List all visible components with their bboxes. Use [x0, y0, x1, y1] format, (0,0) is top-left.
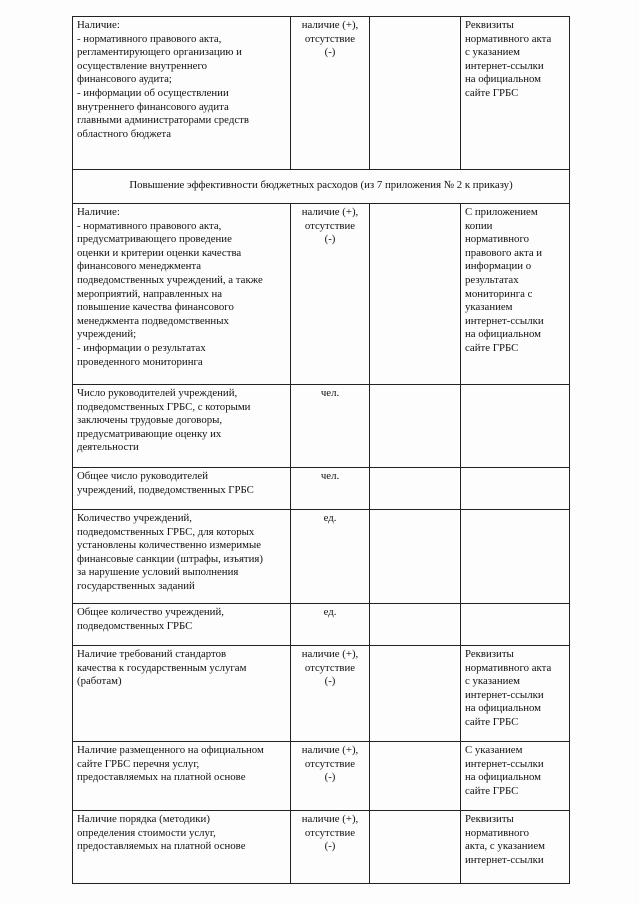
note-cell	[461, 604, 570, 646]
section-header-row	[73, 170, 570, 204]
unit-cell-line: наличие (+),	[301, 813, 359, 825]
indicator-cell-line: областного бюджета	[77, 127, 172, 140]
indicator-cell-line: установлены количественно измеримые	[77, 539, 262, 552]
indicator-cell-line: деятельности	[77, 441, 139, 454]
unit-cell-line: отсутствие	[304, 32, 356, 45]
indicator-cell-line: Общее количество учреждений,	[77, 606, 224, 618]
indicator-cell-line: Общее число руководителей	[77, 470, 208, 482]
indicator-cell-line: Наличие:	[77, 206, 120, 218]
table-row	[73, 646, 570, 742]
unit-cell-line: ед.	[323, 512, 337, 524]
unit-cell-line: (-)	[324, 46, 336, 59]
note-cell-line: интернет-ссылки	[465, 314, 544, 327]
table-row	[73, 604, 570, 646]
indicator-cell-line: осуществление внутреннего	[77, 59, 208, 72]
value-cell	[370, 385, 461, 468]
indicator-cell-line: предоставляемых на платной основе	[77, 840, 246, 853]
unit-cell	[291, 17, 370, 170]
note-cell-line: интернет-ссылки	[465, 853, 544, 866]
unit-cell-line: ед.	[323, 606, 337, 618]
unit-cell-line: наличие (+),	[301, 648, 359, 660]
table-row	[73, 811, 570, 884]
indicator-cell-line: предусматривающие оценку их	[77, 427, 222, 440]
note-cell-line: мониторинга с	[465, 287, 533, 300]
unit-cell-line: (-)	[324, 840, 336, 853]
unit-cell	[291, 646, 370, 742]
indicator-cell-line: повышение качества финансового	[77, 301, 234, 314]
note-cell-line: С приложением	[465, 206, 538, 218]
indicator-cell-line: Наличие требований стандартов	[77, 648, 227, 660]
note-cell	[461, 468, 570, 510]
unit-cell-line: (-)	[324, 675, 336, 688]
table-row	[73, 17, 570, 170]
indicator-cell-line: предусматривающего проведение	[77, 233, 232, 246]
indicator-cell	[73, 646, 291, 742]
note-cell-line: указанием	[465, 301, 513, 314]
unit-cell-line: наличие (+),	[301, 206, 359, 218]
indicator-cell-line: проведенного мониторинга	[77, 355, 203, 368]
unit-cell-line: (-)	[324, 233, 336, 246]
note-cell-line: сайте ГРБС	[465, 341, 519, 354]
indicator-cell-line: главными администраторами средств	[77, 114, 249, 127]
unit-cell-line: отсутствие	[304, 757, 356, 770]
indicators-table-body	[73, 17, 570, 884]
indicator-cell-line: Наличие размещенного на официальном	[77, 744, 264, 756]
note-cell-line: Реквизиты	[465, 813, 514, 825]
indicator-cell-line: - нормативного правового акта,	[77, 32, 222, 45]
note-cell	[461, 811, 570, 884]
note-cell-line: с указанием	[465, 46, 521, 59]
indicator-cell	[73, 385, 291, 468]
indicator-cell-line: регламентирующего организацию и	[77, 46, 242, 59]
indicator-cell-line: Наличие порядка (методики)	[77, 813, 210, 825]
unit-cell-line: отсутствие	[304, 661, 356, 674]
note-cell-line: сайте ГРБС	[465, 86, 519, 99]
value-cell	[370, 604, 461, 646]
unit-cell-line: (-)	[324, 771, 336, 784]
note-cell-line: Реквизиты	[465, 19, 514, 31]
unit-cell-line: отсутствие	[304, 219, 356, 232]
note-cell-line: Реквизиты	[465, 648, 514, 660]
note-cell-line: правового акта и	[465, 246, 543, 259]
note-cell-line: на официальном	[465, 702, 541, 715]
value-cell	[370, 17, 461, 170]
indicator-cell-line: заключены трудовые договоры,	[77, 414, 223, 427]
indicator-cell-line: Наличие:	[77, 19, 120, 31]
note-cell	[461, 17, 570, 170]
unit-cell-line: чел.	[320, 387, 340, 399]
note-cell-line: на официальном	[465, 771, 541, 784]
indicator-cell	[73, 204, 291, 385]
note-cell-line: интернет-ссылки	[465, 59, 544, 72]
table-row	[73, 204, 570, 385]
indicator-cell-line: менеджмента подведомственных	[77, 314, 229, 327]
indicator-cell-line: подведомственных учреждений, а также	[77, 273, 263, 286]
unit-cell-line: наличие (+),	[301, 744, 359, 756]
indicator-cell-line: Количество учреждений,	[77, 512, 193, 524]
indicator-cell-line: определения стоимости услуг,	[77, 826, 216, 839]
indicator-cell-line: предоставляемых на платной основе	[77, 771, 246, 784]
indicator-cell-line: за нарушение условий выполнения	[77, 566, 239, 579]
note-cell-line: копии	[465, 219, 493, 232]
table-row	[73, 742, 570, 811]
note-cell-line: на официальном	[465, 73, 541, 86]
note-cell-line: нормативного акта	[465, 661, 552, 674]
indicator-cell-line: оценки и критерии оценки качества	[77, 246, 242, 259]
indicator-cell-line: подведомственных ГРБС, с которыми	[77, 400, 251, 413]
value-cell	[370, 510, 461, 604]
indicator-cell-line: государственных заданий	[77, 579, 195, 592]
indicator-cell-line: мероприятий, направленных на	[77, 287, 223, 300]
note-cell-line: на официальном	[465, 328, 541, 341]
unit-cell	[291, 811, 370, 884]
note-cell-line: нормативного	[465, 826, 530, 839]
note-cell	[461, 510, 570, 604]
unit-cell-line: отсутствие	[304, 826, 356, 839]
note-cell	[461, 646, 570, 742]
unit-cell	[291, 468, 370, 510]
note-cell-line: сайте ГРБС	[465, 715, 519, 728]
note-cell-line: с указанием	[465, 675, 521, 688]
note-cell	[461, 742, 570, 811]
unit-cell	[291, 742, 370, 811]
indicator-cell	[73, 811, 291, 884]
indicator-cell-line: качества к государственным услугам	[77, 661, 247, 674]
value-cell	[370, 646, 461, 742]
unit-cell	[291, 385, 370, 468]
note-cell-line: сайте ГРБС	[465, 784, 519, 797]
indicator-cell-line: Число руководителей учреждений,	[77, 387, 238, 399]
indicator-cell-line: внутреннего финансового аудита	[77, 100, 229, 113]
indicator-cell	[73, 604, 291, 646]
table-row	[73, 468, 570, 510]
indicator-cell	[73, 742, 291, 811]
note-cell-line: интернет-ссылки	[465, 757, 544, 770]
indicator-cell-line: - информации о результатах	[77, 341, 206, 354]
note-cell-line: информации о	[465, 260, 532, 273]
indicators-table	[72, 16, 570, 884]
note-cell-line: результатах	[465, 273, 519, 286]
indicator-cell-line: финансового аудита;	[77, 73, 172, 86]
indicator-cell	[73, 510, 291, 604]
note-cell-line: интернет-ссылки	[465, 688, 544, 701]
indicator-cell-line: подведомственных ГРБС	[77, 619, 193, 632]
unit-cell-line: чел.	[320, 470, 340, 482]
indicators-table-container	[72, 16, 561, 884]
indicator-cell	[73, 17, 291, 170]
value-cell	[370, 742, 461, 811]
indicator-cell-line: учреждений;	[77, 328, 137, 341]
indicator-cell-line: (работам)	[77, 675, 122, 688]
table-row	[73, 510, 570, 604]
indicator-cell-line: финансового менеджмента	[77, 260, 202, 273]
unit-cell	[291, 604, 370, 646]
value-cell	[370, 204, 461, 385]
note-cell	[461, 385, 570, 468]
indicator-cell-line: финансовые санкции (штрафы, изъятия)	[77, 552, 263, 565]
section-title: Повышение эффективности бюджетных расходов (из 7 приложения № 2 к приказу)	[73, 170, 570, 204]
indicator-cell-line: сайте ГРБС перечня услуг,	[77, 757, 200, 770]
indicator-cell-line: - информации об осуществлении	[77, 86, 229, 99]
indicator-cell-line: учреждений, подведомственных ГРБС	[77, 483, 254, 496]
indicator-cell	[73, 468, 291, 510]
table-row	[73, 385, 570, 468]
indicator-cell-line: подведомственных ГРБС, для которых	[77, 525, 255, 538]
value-cell	[370, 811, 461, 884]
indicator-cell-line: - нормативного правового акта,	[77, 219, 222, 232]
unit-cell	[291, 510, 370, 604]
note-cell-line: нормативного	[465, 233, 530, 246]
value-cell	[370, 468, 461, 510]
unit-cell	[291, 204, 370, 385]
unit-cell-line: наличие (+),	[301, 19, 359, 31]
note-cell-line: акта, с указанием	[465, 840, 545, 853]
note-cell-line: нормативного акта	[465, 32, 552, 45]
note-cell	[461, 204, 570, 385]
note-cell-line: С указанием	[465, 744, 523, 756]
